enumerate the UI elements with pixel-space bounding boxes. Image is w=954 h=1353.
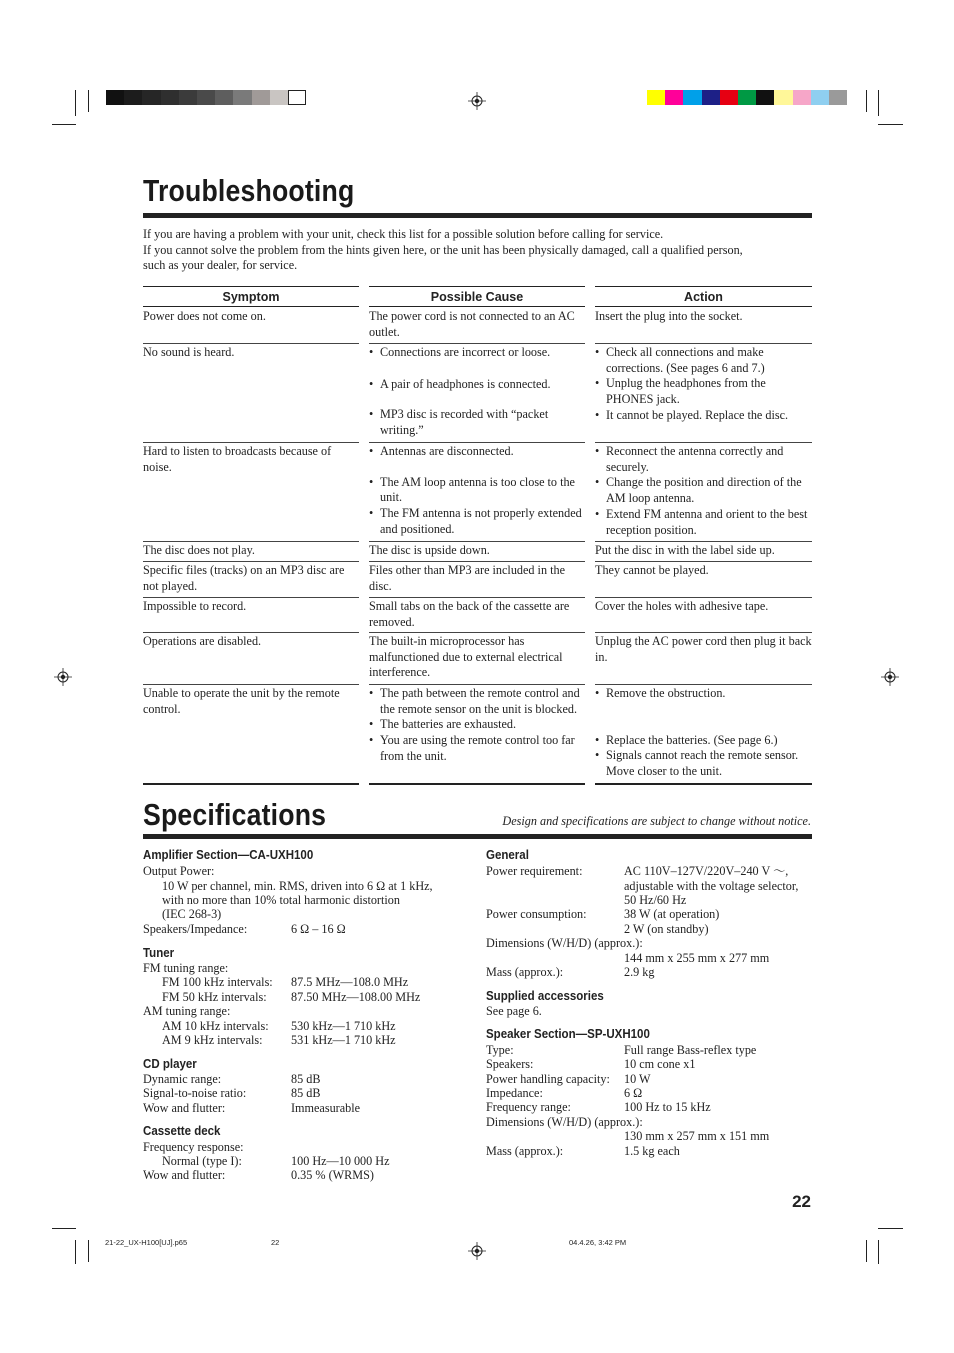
cause-cell: [369, 686, 585, 765]
symptom-cell: Impossible to record.: [143, 599, 247, 613]
spec-change-notice: Design and specifications are subject to change without notice.: [502, 814, 811, 828]
action-cell: They cannot be played.: [595, 563, 709, 577]
symptom-cell: Specific files (tracks) on an MP3 disc are not played.: [143, 563, 345, 593]
spec-value: 87.5 MHz—108.0 MHz: [291, 975, 409, 989]
row-separator: [595, 442, 812, 443]
footer-datetime: 04.4.26, 3:42 PM: [569, 1238, 627, 1247]
section-heading-general: General: [486, 847, 529, 862]
spec-value: 531 kHz—1 710 kHz: [291, 1033, 396, 1047]
cause-item: • The FM antenna is not properly extended and positioned.: [369, 506, 585, 537]
spec-label: Dimensions (W/H/D) (approx.):: [486, 1115, 643, 1129]
action-item: • Extend FM antenna and orient to the best reception position.: [595, 507, 812, 538]
spec-value: Immeasurable: [291, 1101, 361, 1115]
color-swatch: [702, 90, 720, 105]
spec-value: 10 W: [624, 1072, 651, 1086]
spec-label: Wow and flutter:: [143, 1101, 226, 1115]
spec-label: Impedance:: [486, 1086, 543, 1100]
symptom-cell: Operations are disabled.: [143, 634, 262, 648]
cause-item: • The batteries are exhausted.: [369, 717, 585, 733]
row-separator: [369, 684, 585, 685]
spec-value: 50 Hz/60 Hz: [624, 893, 687, 907]
spec-value: 130 mm x 257 mm x 151 mm: [624, 1129, 770, 1143]
row-separator: [143, 684, 359, 685]
cause-item: • MP3 disc is recorded with “packet writing.”: [369, 407, 585, 438]
cause-item: • The AM loop antenna is too close to the unit.: [369, 475, 585, 506]
spec-value: 2 W (on standby): [624, 922, 709, 936]
row-separator: [143, 561, 359, 562]
symptom-cell: The disc does not play.: [143, 543, 255, 557]
cause-item: • Antennas are disconnected.: [369, 444, 585, 460]
gray-swatch: [215, 90, 233, 105]
spec-value: (IEC 268-3): [162, 907, 222, 921]
spec-label: Type:: [486, 1043, 514, 1057]
cause-item: • You are using the remote control too far from the unit.: [369, 733, 585, 764]
gray-swatch: [179, 90, 197, 105]
color-swatch: [720, 90, 738, 105]
spec-value: 530 kHz—1 710 kHz: [291, 1019, 396, 1033]
spec-label: FM 50 kHz intervals:: [162, 990, 267, 1004]
troubleshooting-intro: [143, 227, 823, 274]
row-separator: [595, 783, 812, 785]
symptom-cell: Unable to operate the unit by the remote control.: [143, 686, 340, 716]
spec-value: 85 dB: [291, 1086, 321, 1100]
cause-cell: The power cord is not connected to an AC outlet.: [369, 309, 575, 339]
color-swatch: [793, 90, 811, 105]
gray-swatch: [197, 90, 215, 105]
spec-value: 38 W (at operation): [624, 907, 720, 921]
gray-swatch: [288, 90, 306, 105]
gray-swatch: [161, 90, 179, 105]
row-separator: [143, 783, 359, 785]
action-cell: [595, 686, 812, 780]
spec-value: 10 cm cone x1: [624, 1057, 696, 1071]
spec-label: Wow and flutter:: [143, 1168, 226, 1182]
row-separator: [143, 541, 359, 542]
action-cell: Unplug the AC power cord then plug it back in.: [595, 634, 812, 664]
spec-label: Power handling capacity:: [486, 1072, 610, 1086]
symptom-cell: Power does not come on.: [143, 309, 266, 323]
row-separator: [595, 541, 812, 542]
color-swatch: [665, 90, 683, 105]
spec-value: See page 6.: [486, 1004, 542, 1018]
row-separator: [143, 442, 359, 443]
title-rule: [143, 834, 812, 839]
column-header-symptom: Symptom: [143, 286, 359, 307]
section-heading-accessories: Supplied accessories: [486, 988, 604, 1003]
spec-label: Power requirement:: [486, 864, 583, 878]
gray-swatch: [233, 90, 251, 105]
spec-label: Normal (type I):: [162, 1154, 242, 1168]
row-separator: [143, 343, 359, 344]
spec-value: 144 mm x 255 mm x 277 mm: [624, 951, 770, 965]
specifications-title: Specifications: [143, 797, 327, 832]
registration-target-icon: [881, 668, 899, 686]
action-cell: [595, 345, 812, 424]
row-separator: [369, 632, 585, 633]
cause-cell: [369, 345, 585, 439]
cause-cell: Files other than MP3 are included in the disc.: [369, 563, 565, 593]
spec-label: Signal-to-noise ratio:: [143, 1086, 247, 1100]
row-separator: [369, 541, 585, 542]
color-swatch: [647, 90, 665, 105]
action-cell: [595, 444, 812, 538]
color-swatch: [738, 90, 756, 105]
cause-cell: Small tabs on the back of the cassette are removed.: [369, 599, 570, 629]
spec-label: AM 10 kHz intervals:: [162, 1019, 269, 1033]
title-rule: [143, 213, 812, 218]
action-item: • Signals cannot reach the remote sensor. Move closer to the unit.: [595, 748, 812, 779]
spec-value: 0.35 % (WRMS): [291, 1168, 374, 1182]
spec-value: 2.9 kg: [624, 965, 655, 979]
section-heading-cd-player: CD player: [143, 1056, 197, 1071]
gray-swatch: [270, 90, 288, 105]
color-swatch: [683, 90, 701, 105]
spec-label: FM 100 kHz intervals:: [162, 975, 273, 989]
cause-item: • Connections are incorrect or loose.: [369, 345, 585, 361]
color-swatch: [829, 90, 847, 105]
row-separator: [143, 597, 359, 598]
spec-label: FM tuning range:: [143, 961, 229, 975]
spec-label: Dynamic range:: [143, 1072, 222, 1086]
spec-label: Dimensions (W/H/D) (approx.):: [486, 936, 643, 950]
section-heading-cassette-deck: Cassette deck: [143, 1123, 221, 1138]
action-item: • Reconnect the antenna correctly and securely.: [595, 444, 812, 475]
column-header-action: Action: [595, 286, 812, 307]
spec-value: AC 110V–127V/220V–240 V ～,: [624, 864, 789, 878]
symptom-cell: No sound is heard.: [143, 345, 235, 359]
section-heading-tuner: Tuner: [143, 945, 175, 960]
spec-value: 1.5 kg each: [624, 1144, 680, 1158]
symptom-cell: Hard to listen to broadcasts because of noise.: [143, 444, 332, 474]
spec-value: with no more than 10% total harmonic distortion: [162, 893, 400, 907]
registration-target-icon: [54, 668, 72, 686]
row-separator: [369, 343, 585, 344]
cause-cell: The built-in microprocessor has malfunctioned due to external electrical interference.: [369, 634, 563, 680]
spec-label: Power consumption:: [486, 907, 587, 921]
spec-label: Speakers:: [486, 1057, 534, 1071]
spec-value: 6 Ω: [624, 1086, 643, 1100]
spec-value: 100 Hz—10 000 Hz: [291, 1154, 390, 1168]
gray-swatch: [142, 90, 160, 105]
footer-file-name: 21-22_UX-H100[UJ].p65: [105, 1238, 188, 1247]
spec-label: Frequency response:: [143, 1140, 244, 1154]
footer-page: 22: [271, 1238, 280, 1247]
action-item: • It cannot be played. Replace the disc.: [595, 408, 812, 424]
gray-swatch: [124, 90, 142, 105]
action-item: • Check all connections and make corrections. (See pages 6 and 7.): [595, 345, 812, 376]
spec-label: Output Power:: [143, 864, 215, 878]
spec-value: 85 dB: [291, 1072, 321, 1086]
action-cell: Cover the holes with adhesive tape.: [595, 599, 769, 613]
color-swatch: [774, 90, 792, 105]
cause-item: • A pair of headphones is connected.: [369, 377, 585, 393]
cause-cell: The disc is upside down.: [369, 543, 490, 557]
troubleshooting-title: Troubleshooting: [143, 173, 355, 208]
spec-value: 10 W per channel, min. RMS, driven into 6 Ω at 1 kHz,: [162, 879, 433, 893]
gray-swatch: [106, 90, 124, 105]
spec-value: 100 Hz to 15 kHz: [624, 1100, 711, 1114]
action-item: • Remove the obstruction.: [595, 686, 812, 702]
row-separator: [595, 684, 812, 685]
intro-line: If you cannot solve the problem from the hints given here, or the unit has been physically damaged, call a qualified person,: [143, 242, 743, 257]
row-separator: [595, 561, 812, 562]
spec-value: Full range Bass-reflex type: [624, 1043, 757, 1057]
spec-label: AM 9 kHz intervals:: [162, 1033, 263, 1047]
action-item: • Replace the batteries. (See page 6.): [595, 733, 812, 749]
spec-label: Mass (approx.):: [486, 965, 564, 979]
color-swatch: [811, 90, 829, 105]
column-header-cause: Possible Cause: [369, 286, 585, 307]
cause-item: • The path between the remote control and the remote sensor on the unit is blocked.: [369, 686, 585, 717]
action-item: • Unplug the headphones from the PHONES jack.: [595, 376, 812, 407]
action-item: • Change the position and direction of the AM loop antenna.: [595, 475, 812, 506]
row-separator: [369, 597, 585, 598]
row-separator: [369, 561, 585, 562]
row-separator: [369, 783, 585, 785]
intro-line: such as your dealer, for service.: [143, 258, 298, 273]
spec-value: 6 Ω – 16 Ω: [291, 922, 346, 936]
spec-value: adjustable with the voltage selector,: [624, 879, 799, 893]
row-separator: [595, 343, 812, 344]
action-cell: Put the disc in with the label side up.: [595, 543, 775, 557]
cause-cell: [369, 444, 585, 538]
spec-label: Speakers/Impedance:: [143, 922, 248, 936]
spec-label: AM tuning range:: [143, 1004, 231, 1018]
row-separator: [369, 442, 585, 443]
gray-swatch: [252, 90, 270, 105]
intro-line: If you are having a problem with your unit, check this list for a possible solution before calling for service.: [143, 227, 664, 241]
action-cell: Insert the plug into the socket.: [595, 309, 743, 323]
spec-label: Frequency range:: [486, 1100, 571, 1114]
color-swatch: [756, 90, 774, 105]
section-heading-amplifier: Amplifier Section—CA-UXH100: [143, 847, 314, 862]
row-separator: [595, 632, 812, 633]
spec-value: 87.50 MHz—108.00 MHz: [291, 990, 421, 1004]
registration-target-icon: [468, 92, 486, 110]
spec-label: Mass (approx.):: [486, 1144, 564, 1158]
row-separator: [595, 597, 812, 598]
section-heading-speaker: Speaker Section—SP-UXH100: [486, 1026, 650, 1041]
registration-target-icon: [468, 1242, 486, 1260]
page-number: 22: [792, 1192, 811, 1211]
row-separator: [143, 632, 359, 633]
